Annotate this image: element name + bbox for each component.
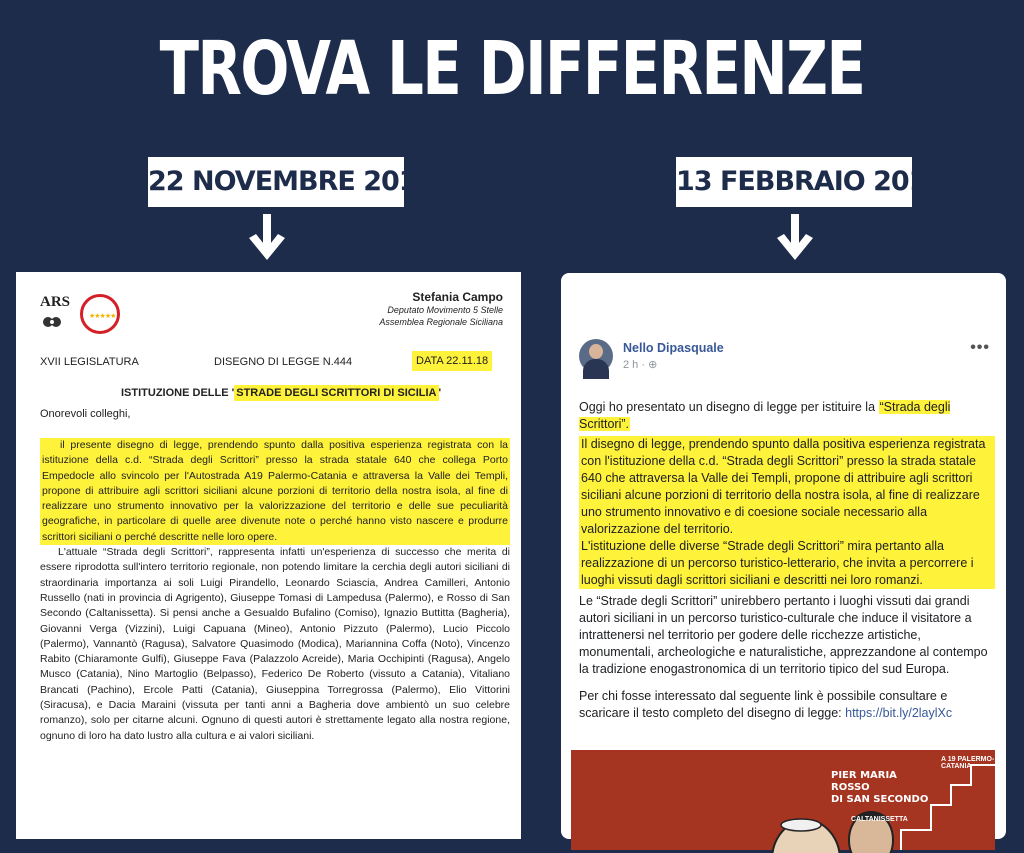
- bill-title-prefix: ISTITUZIONE DELLE ': [121, 387, 235, 399]
- bill-paragraph: L'attuale “Strada degli Scrittori”, rappresenta infatti un'esperienza di successo che merita di essere riprodotta sull'intero territorio regionale, non potendo limitare la cerchia degli autori siciliani di straordinaria importanza ai soli Luigi Pirandello, Leonardo Sciascia, Andrea Camilleri, Antonio Russello (nati in provincia di Agrigento), Giuseppe Tomasi di Lampedusa (Palermo), e Rosso di San Secondo (Caltanissetta). Si pensi anche a Gesualdo Bufalino (Comiso), Ignazio Buttitta (Bagheria), Giovanni Verga (Vizzini), Luigi Capuana (Mineo), Antonio Pizzuto (Palermo), Lucio Piccolo (Palermo), Vannantò (Ragusa), Salvatore Quasimodo (Modica), Mariannina Coffa (Noto), Vincenzo Rabito (Chiaramonte Gulfi), Giuseppe Fava (Palazzolo Acreide), Maria Occhipinti (Ragusa), Angelo Musco (Catania), Nino Martoglio (Belpasso), Federico De Roberto (vissuto a Catania), Vitaliano Brancati (Pachino), Ercole Patti (Catania), Giuseppina Torregrossa (Palermo), Elio Vittorini (Siracusa), e Dacia Maraini (vissuta per tanti anni a Bagheria dove ambientò un suo celebre romanzo), solo per citarne alcuni. Ognuno di questi autori è strettamente legato alla nostra regione, ognuno di loro ha dato lustro alla cultura e ai valori siciliani.: [40, 546, 510, 742]
- image-caption: [831, 770, 928, 806]
- facebook-post: [561, 273, 1006, 839]
- post-highlighted-block: [579, 436, 995, 589]
- bill-title-highlight: STRADE DEGLI SCRITTORI DI SICILIA: [236, 387, 437, 399]
- bill-number: DISEGNO DI LEGGE N.444: [214, 356, 353, 368]
- ars-logo-text: ARS: [40, 294, 71, 310]
- post-link-intro: Per chi fosse interessato dal seguente link è possibile consultare e scaricare il testo completo del disegno di legge:: [579, 689, 948, 720]
- bill-paragraph-highlighted: il presente disegno di legge, prendendo spunto dalla positiva esperienza registrata con la istituzione della c.d. “Strada degli Scrittori” presso la strada statale 640 che collega Porto Empedocle allo svincolo per l'Autostrada A19 Palermo-Catania e attraversa la Valle dei Templi, propone di attribuire agli scrittori siciliani alcune porzioni di territorio della nostra isola, al fine di realizzare uno strumento innovativo per la valorizzazione del territorio e delle sue peculiarità geografiche, in particolare di quelle aree divenute note o perché hanno visto nascere e produrre scrittori siciliani o perché descritte nelle loro opere.: [40, 438, 510, 545]
- image-road-sign: A 19 PALERMO-CATANIA: [941, 756, 995, 770]
- deputy-assembly: Assemblea Regionale Siciliana: [379, 317, 503, 327]
- post-image[interactable]: [571, 750, 995, 850]
- post-paragraph: Le “Strade degli Scrittori” unirebbero pertanto i luoghi vissuti dai grandi autori siciliani in un percorso turistico-culturale che induce il visitatore a intrattenersi nel territorio per godere delle ricchezze artistiche, monumentali, archeologiche e naturalistiche, apprezzandone al contempo la tradizione enogastronomica di un territorio tipico del sud Europa.: [579, 594, 988, 676]
- post-paragraph-highlighted: L'istituzione delle diverse “Strade degli Scrittori” mira pertanto alla realizzazione di un percorso turistico-letterario, che invita a percorrere i luoghi vissuti dagli scrittori siciliani e descritti nei loro romanzi.: [581, 539, 974, 587]
- deputy-block: [273, 290, 503, 328]
- ars-emblem-icon: [42, 314, 62, 330]
- headline: TROVA LE DIFFERENZE: [159, 26, 865, 112]
- post-link-paragraph: [579, 688, 995, 722]
- bill-document: [16, 272, 521, 839]
- bill-body: [40, 438, 510, 744]
- m5s-stars-icon: ★★★★★: [89, 313, 116, 320]
- salutation: Onorevoli colleghi,: [40, 408, 131, 420]
- post-timestamp[interactable]: 2 h · ⊕: [623, 359, 658, 371]
- image-place: CALTANISSETTA: [851, 816, 908, 823]
- post-intro-highlight: “Strada degli Scrittori”.: [579, 400, 951, 431]
- bill-title-suffix: ': [438, 387, 442, 399]
- post-paragraph-highlighted: Il disegno di legge, prendendo spunto dalla positiva esperienza registrata con l'istituzione della c.d. “Strada degli Scrittori” presso la strada statale 640 che attraversa la Valle dei Templi, propone di attribuire agli scrittori siciliani alcune porzioni di territorio della nostra isola, al fine di realizzare uno strumento innovativo e di coesione sociale necessario alla valorizzazione del territorio.: [581, 437, 986, 536]
- post-body: [579, 399, 995, 722]
- image-caption-line: PIER MARIA ROSSO DI SAN SECONDO: [831, 770, 929, 805]
- post-intro-text: Oggi ho presentato un disegno di legge per istituire la: [579, 400, 879, 414]
- bill-title: [121, 387, 441, 399]
- bill-date: DATA 22.11.18: [412, 351, 492, 371]
- post-intro: [579, 399, 995, 433]
- arrow-down-icon: [775, 214, 815, 264]
- legislature-label: XVII LEGISLATURA: [40, 356, 139, 368]
- left-date-label: 22 NOVEMBRE 2018: [148, 157, 404, 207]
- road-path-graphic: [571, 750, 995, 850]
- avatar[interactable]: [579, 339, 613, 373]
- right-date-label: 13 FEBBRAIO 2019: [676, 157, 912, 207]
- deputy-role: Deputato Movimento 5 Stelle: [387, 305, 503, 315]
- deputy-name: Stefania Campo: [412, 290, 503, 304]
- post-header: [579, 339, 989, 379]
- post-link[interactable]: https://bit.ly/2laylXc: [845, 706, 953, 720]
- m5s-logo: [80, 294, 120, 334]
- more-options-icon[interactable]: •••: [970, 339, 990, 356]
- post-author[interactable]: Nello Dipasquale: [623, 341, 724, 355]
- arrow-down-icon: [247, 214, 287, 264]
